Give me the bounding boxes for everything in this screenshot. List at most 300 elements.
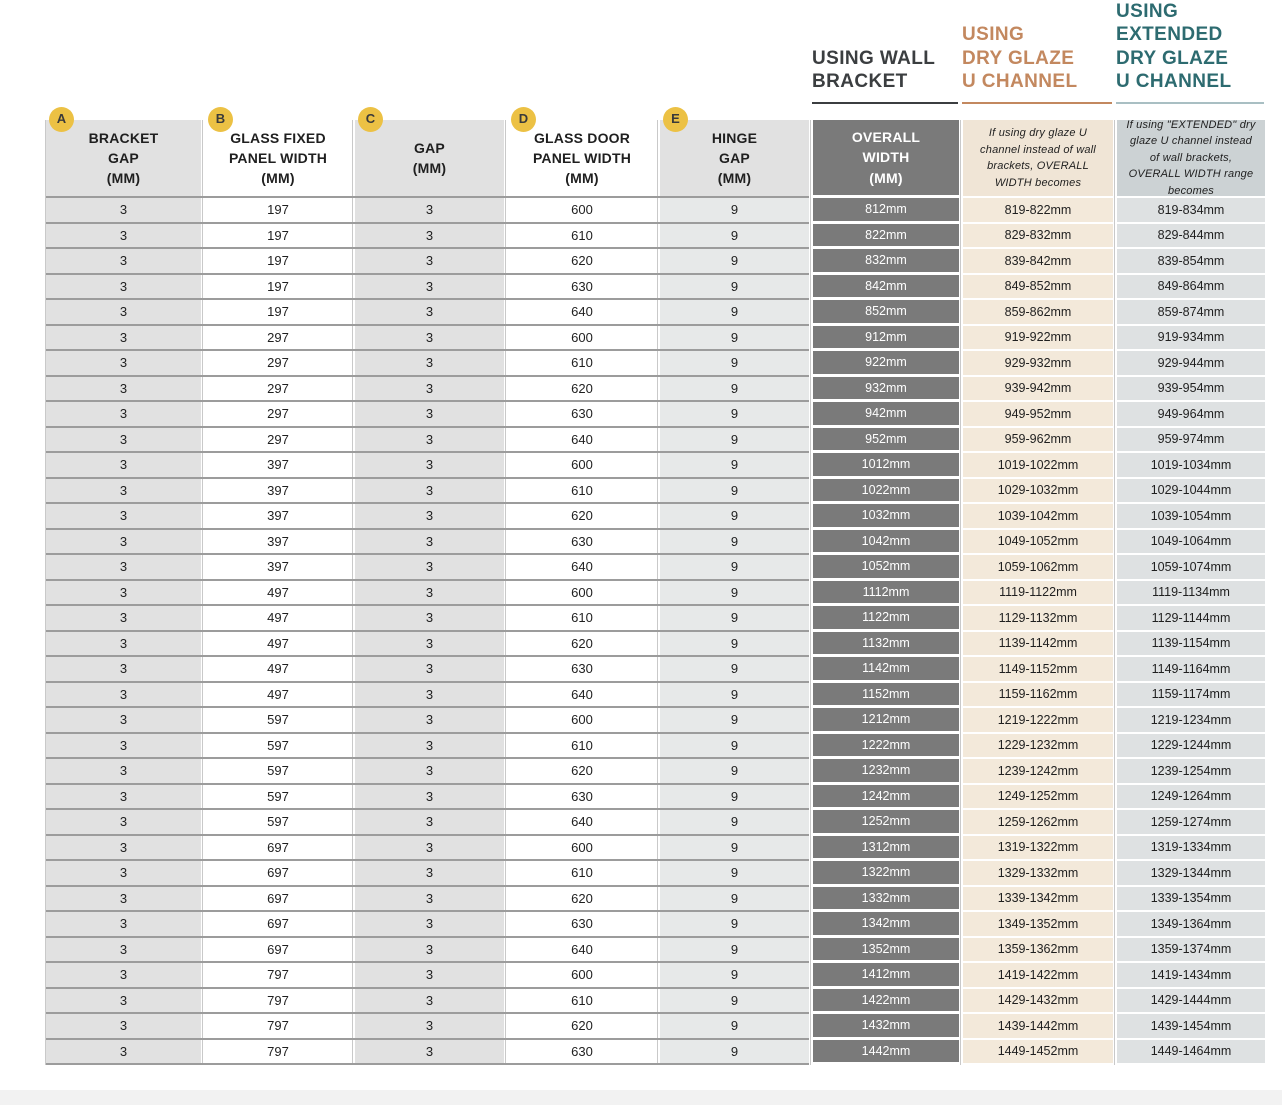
cell-gap: 3 xyxy=(355,912,504,938)
cell-overall-width: 952mm xyxy=(813,428,959,454)
cell-hinge-gap: 9 xyxy=(660,479,809,505)
cell-glass-fixed-panel-width: 497 xyxy=(205,632,351,658)
cell-gap: 3 xyxy=(355,402,504,428)
cell-glass-door-panel-width: 600 xyxy=(508,836,656,862)
cell-hinge-gap: 9 xyxy=(660,810,809,836)
cell-hinge-gap: 9 xyxy=(660,377,809,403)
cell-bracket-gap: 3 xyxy=(46,708,201,734)
cell-hinge-gap: 9 xyxy=(660,581,809,607)
cell-gap: 3 xyxy=(355,504,504,530)
heading-using-wall-bracket xyxy=(812,47,958,104)
cell-extended-dry-glaze-width: 939-954mm xyxy=(1117,377,1265,403)
cell-glass-fixed-panel-width: 497 xyxy=(205,683,351,709)
cell-extended-dry-glaze-width: 829-844mm xyxy=(1117,224,1265,250)
cell-glass-fixed-panel-width: 197 xyxy=(205,249,351,275)
header-line: HINGE xyxy=(711,129,758,146)
cell-overall-width: 1152mm xyxy=(813,683,959,709)
cell-extended-dry-glaze-width: 1439-1454mm xyxy=(1117,1014,1265,1040)
badge-a: A xyxy=(49,107,74,132)
header-line: PANEL WIDTH xyxy=(228,149,328,166)
cell-glass-fixed-panel-width: 597 xyxy=(205,785,351,811)
cell-glass-fixed-panel-width: 397 xyxy=(205,555,351,581)
cell-glass-door-panel-width: 610 xyxy=(508,989,656,1015)
heading-line: USING WALL xyxy=(812,47,936,69)
cell-bracket-gap: 3 xyxy=(46,734,201,760)
cell-dry-glaze-width: 1029-1032mm xyxy=(963,479,1113,505)
cell-glass-door-panel-width: 610 xyxy=(508,351,656,377)
cell-glass-door-panel-width: 620 xyxy=(508,887,656,913)
cell-glass-fixed-panel-width: 297 xyxy=(205,326,351,352)
cell-bracket-gap: 3 xyxy=(46,581,201,607)
heading-line: DRY GLAZE xyxy=(1116,47,1229,69)
cell-overall-width: 832mm xyxy=(813,249,959,275)
cell-glass-fixed-panel-width: 697 xyxy=(205,836,351,862)
cell-dry-glaze-width: 859-862mm xyxy=(963,300,1113,326)
cell-gap: 3 xyxy=(355,683,504,709)
header-line: (MM) xyxy=(412,160,447,176)
cell-glass-door-panel-width: 640 xyxy=(508,300,656,326)
cell-dry-glaze-width: 959-962mm xyxy=(963,428,1113,454)
cell-overall-width: 852mm xyxy=(813,300,959,326)
cell-bracket-gap: 3 xyxy=(46,759,201,785)
cell-bracket-gap: 3 xyxy=(46,326,201,352)
cell-hinge-gap: 9 xyxy=(660,249,809,275)
cell-dry-glaze-width: 1439-1442mm xyxy=(963,1014,1113,1040)
cell-bracket-gap: 3 xyxy=(46,632,201,658)
column-header-hinge-gap xyxy=(660,111,809,198)
cell-bracket-gap: 3 xyxy=(46,989,201,1015)
cell-hinge-gap: 9 xyxy=(660,912,809,938)
cell-overall-width: 1032mm xyxy=(813,504,959,530)
cell-glass-fixed-panel-width: 297 xyxy=(205,402,351,428)
cell-bracket-gap: 3 xyxy=(46,198,201,224)
heading-using-dry-glaze-u-channel xyxy=(962,23,1112,104)
cell-hinge-gap: 9 xyxy=(660,938,809,964)
cell-glass-fixed-panel-width: 697 xyxy=(205,861,351,887)
cell-gap: 3 xyxy=(355,555,504,581)
cell-gap: 3 xyxy=(355,785,504,811)
cell-overall-width: 1252mm xyxy=(813,810,959,836)
cell-glass-door-panel-width: 620 xyxy=(508,377,656,403)
cell-glass-door-panel-width: 630 xyxy=(508,657,656,683)
cell-glass-door-panel-width: 610 xyxy=(508,734,656,760)
cell-dry-glaze-width: 919-922mm xyxy=(963,326,1113,352)
cell-extended-dry-glaze-width: 1419-1434mm xyxy=(1117,963,1265,989)
column-header-overall-width xyxy=(813,120,959,198)
cell-overall-width: 1422mm xyxy=(813,989,959,1015)
cell-glass-door-panel-width: 630 xyxy=(508,912,656,938)
cell-hinge-gap: 9 xyxy=(660,224,809,250)
cell-bracket-gap: 3 xyxy=(46,453,201,479)
cell-gap: 3 xyxy=(355,377,504,403)
cell-dry-glaze-width: 819-822mm xyxy=(963,198,1113,224)
cell-hinge-gap: 9 xyxy=(660,708,809,734)
cell-overall-width: 1212mm xyxy=(813,708,959,734)
cell-dry-glaze-width: 1329-1332mm xyxy=(963,861,1113,887)
cell-glass-door-panel-width: 640 xyxy=(508,428,656,454)
cell-glass-door-panel-width: 610 xyxy=(508,606,656,632)
cell-bracket-gap: 3 xyxy=(46,887,201,913)
cell-bracket-gap: 3 xyxy=(46,479,201,505)
cell-hinge-gap: 9 xyxy=(660,989,809,1015)
cell-glass-fixed-panel-width: 797 xyxy=(205,963,351,989)
cell-overall-width: 812mm xyxy=(813,198,959,224)
cell-hinge-gap: 9 xyxy=(660,683,809,709)
cell-overall-width: 1042mm xyxy=(813,530,959,556)
cell-glass-fixed-panel-width: 297 xyxy=(205,351,351,377)
cell-hinge-gap: 9 xyxy=(660,198,809,224)
cell-overall-width: 1052mm xyxy=(813,555,959,581)
cell-glass-door-panel-width: 620 xyxy=(508,632,656,658)
cell-gap: 3 xyxy=(355,963,504,989)
cell-gap: 3 xyxy=(355,989,504,1015)
cell-glass-fixed-panel-width: 797 xyxy=(205,989,351,1015)
heading-line: U CHANNEL xyxy=(962,70,1078,92)
cell-overall-width: 1112mm xyxy=(813,581,959,607)
cell-glass-fixed-panel-width: 497 xyxy=(205,581,351,607)
cell-dry-glaze-width: 849-852mm xyxy=(963,275,1113,301)
cell-dry-glaze-width: 1119-1122mm xyxy=(963,581,1113,607)
cell-extended-dry-glaze-width: 1119-1134mm xyxy=(1117,581,1265,607)
column-header-glass-fixed-panel-width xyxy=(205,111,351,198)
cell-glass-door-panel-width: 620 xyxy=(508,504,656,530)
cell-hinge-gap: 9 xyxy=(660,836,809,862)
cell-dry-glaze-width: 1249-1252mm xyxy=(963,785,1113,811)
cell-glass-fixed-panel-width: 397 xyxy=(205,479,351,505)
cell-overall-width: 1312mm xyxy=(813,836,959,862)
cell-hinge-gap: 9 xyxy=(660,402,809,428)
cell-glass-fixed-panel-width: 597 xyxy=(205,708,351,734)
cell-extended-dry-glaze-width: 1049-1064mm xyxy=(1117,530,1265,556)
column-header-extended-dry-glaze-note: If using "EXTENDED" dry glaze U channel instead of wall brackets, OVERALL WIDTH range becomes xyxy=(1117,120,1265,198)
cell-gap: 3 xyxy=(355,351,504,377)
cell-dry-glaze-width: 1319-1322mm xyxy=(963,836,1113,862)
cell-gap: 3 xyxy=(355,1014,504,1040)
cell-hinge-gap: 9 xyxy=(660,785,809,811)
header-line: GAP xyxy=(108,149,139,166)
cell-dry-glaze-width: 1159-1162mm xyxy=(963,683,1113,709)
cell-glass-fixed-panel-width: 597 xyxy=(205,759,351,785)
cell-bracket-gap: 3 xyxy=(46,836,201,862)
cell-hinge-gap: 9 xyxy=(660,351,809,377)
cell-glass-fixed-panel-width: 497 xyxy=(205,606,351,632)
column-header-gap xyxy=(355,111,504,198)
cell-dry-glaze-width: 1359-1362mm xyxy=(963,938,1113,964)
cell-overall-width: 1332mm xyxy=(813,887,959,913)
cell-glass-door-panel-width: 630 xyxy=(508,1040,656,1066)
header-line: GLASS DOOR xyxy=(533,129,631,146)
cell-glass-door-panel-width: 640 xyxy=(508,683,656,709)
cell-glass-fixed-panel-width: 697 xyxy=(205,887,351,913)
cell-bracket-gap: 3 xyxy=(46,224,201,250)
cell-hinge-gap: 9 xyxy=(660,632,809,658)
cell-overall-width: 1342mm xyxy=(813,912,959,938)
cell-extended-dry-glaze-width: 1339-1354mm xyxy=(1117,887,1265,913)
cell-gap: 3 xyxy=(355,606,504,632)
column-header-glass-door-panel-width xyxy=(508,111,656,198)
cell-glass-door-panel-width: 600 xyxy=(508,453,656,479)
cell-hinge-gap: 9 xyxy=(660,606,809,632)
cell-glass-fixed-panel-width: 397 xyxy=(205,504,351,530)
cell-extended-dry-glaze-width: 819-834mm xyxy=(1117,198,1265,224)
cell-glass-door-panel-width: 610 xyxy=(508,861,656,887)
cell-overall-width: 842mm xyxy=(813,275,959,301)
cell-dry-glaze-width: 1049-1052mm xyxy=(963,530,1113,556)
cell-gap: 3 xyxy=(355,530,504,556)
cell-overall-width: 1022mm xyxy=(813,479,959,505)
cell-extended-dry-glaze-width: 849-864mm xyxy=(1117,275,1265,301)
cell-bracket-gap: 3 xyxy=(46,810,201,836)
cell-extended-dry-glaze-width: 1019-1034mm xyxy=(1117,453,1265,479)
cell-bracket-gap: 3 xyxy=(46,504,201,530)
cell-overall-width: 1322mm xyxy=(813,861,959,887)
cell-glass-door-panel-width: 620 xyxy=(508,249,656,275)
cell-glass-door-panel-width: 640 xyxy=(508,810,656,836)
heading-line: BRACKET xyxy=(812,70,908,92)
heading-line: DRY GLAZE xyxy=(962,47,1075,69)
header-line: GAP xyxy=(719,149,750,166)
cell-extended-dry-glaze-width: 1319-1334mm xyxy=(1117,836,1265,862)
cell-glass-door-panel-width: 630 xyxy=(508,402,656,428)
cell-overall-width: 1142mm xyxy=(813,657,959,683)
cell-glass-fixed-panel-width: 297 xyxy=(205,377,351,403)
cell-extended-dry-glaze-width: 1059-1074mm xyxy=(1117,555,1265,581)
cell-glass-door-panel-width: 640 xyxy=(508,555,656,581)
cell-dry-glaze-width: 1059-1062mm xyxy=(963,555,1113,581)
cell-overall-width: 1012mm xyxy=(813,453,959,479)
cell-dry-glaze-width: 1139-1142mm xyxy=(963,632,1113,658)
header-line: OVERALL xyxy=(851,129,921,146)
cell-extended-dry-glaze-width: 1329-1344mm xyxy=(1117,861,1265,887)
cell-extended-dry-glaze-width: 1249-1264mm xyxy=(1117,785,1265,811)
header-line: GAP xyxy=(414,139,445,156)
cell-dry-glaze-width: 1339-1342mm xyxy=(963,887,1113,913)
cell-gap: 3 xyxy=(355,224,504,250)
cell-gap: 3 xyxy=(355,198,504,224)
cell-bracket-gap: 3 xyxy=(46,428,201,454)
cell-dry-glaze-width: 1429-1432mm xyxy=(963,989,1113,1015)
cell-overall-width: 932mm xyxy=(813,377,959,403)
cell-hinge-gap: 9 xyxy=(660,963,809,989)
cell-bracket-gap: 3 xyxy=(46,555,201,581)
cell-dry-glaze-width: 1419-1422mm xyxy=(963,963,1113,989)
cell-glass-fixed-panel-width: 797 xyxy=(205,1014,351,1040)
cell-bracket-gap: 3 xyxy=(46,657,201,683)
cell-gap: 3 xyxy=(355,453,504,479)
cell-overall-width: 822mm xyxy=(813,224,959,250)
cell-gap: 3 xyxy=(355,249,504,275)
cell-extended-dry-glaze-width: 1239-1254mm xyxy=(1117,759,1265,785)
badge-d: D xyxy=(511,107,536,132)
cell-glass-door-panel-width: 600 xyxy=(508,326,656,352)
cell-extended-dry-glaze-width: 859-874mm xyxy=(1117,300,1265,326)
cell-overall-width: 1222mm xyxy=(813,734,959,760)
cell-bracket-gap: 3 xyxy=(46,1014,201,1040)
cell-extended-dry-glaze-width: 919-934mm xyxy=(1117,326,1265,352)
cell-dry-glaze-width: 1449-1452mm xyxy=(963,1040,1113,1066)
cell-dry-glaze-width: 829-832mm xyxy=(963,224,1113,250)
cell-dry-glaze-width: 1039-1042mm xyxy=(963,504,1113,530)
header-line: (MM) xyxy=(261,170,295,187)
cell-hinge-gap: 9 xyxy=(660,734,809,760)
cell-gap: 3 xyxy=(355,300,504,326)
cell-bracket-gap: 3 xyxy=(46,785,201,811)
cell-dry-glaze-width: 1239-1242mm xyxy=(963,759,1113,785)
cell-extended-dry-glaze-width: 929-944mm xyxy=(1117,351,1265,377)
cell-extended-dry-glaze-width: 1259-1274mm xyxy=(1117,810,1265,836)
cell-hinge-gap: 9 xyxy=(660,530,809,556)
cell-overall-width: 1432mm xyxy=(813,1014,959,1040)
cell-hinge-gap: 9 xyxy=(660,326,809,352)
overall-width-spec-table xyxy=(45,111,1265,1065)
cell-dry-glaze-width: 1229-1232mm xyxy=(963,734,1113,760)
heading-using-extended-dry-glaze-u-channel xyxy=(1116,0,1264,104)
cell-glass-door-panel-width: 610 xyxy=(508,224,656,250)
cell-hinge-gap: 9 xyxy=(660,759,809,785)
cell-gap: 3 xyxy=(355,759,504,785)
cell-gap: 3 xyxy=(355,632,504,658)
cell-hinge-gap: 9 xyxy=(660,555,809,581)
cell-glass-door-panel-width: 610 xyxy=(508,479,656,505)
cell-extended-dry-glaze-width: 949-964mm xyxy=(1117,402,1265,428)
cell-extended-dry-glaze-width: 839-854mm xyxy=(1117,249,1265,275)
cell-gap: 3 xyxy=(355,428,504,454)
cell-hinge-gap: 9 xyxy=(660,428,809,454)
cell-dry-glaze-width: 1259-1262mm xyxy=(963,810,1113,836)
cell-glass-door-panel-width: 640 xyxy=(508,938,656,964)
cell-bracket-gap: 3 xyxy=(46,938,201,964)
header-line: PANEL WIDTH xyxy=(532,149,632,166)
cell-glass-fixed-panel-width: 297 xyxy=(205,428,351,454)
column-group-headings xyxy=(0,0,1282,104)
cell-glass-fixed-panel-width: 797 xyxy=(205,1040,351,1066)
cell-bracket-gap: 3 xyxy=(46,683,201,709)
cell-extended-dry-glaze-width: 959-974mm xyxy=(1117,428,1265,454)
cell-bracket-gap: 3 xyxy=(46,300,201,326)
cell-overall-width: 942mm xyxy=(813,402,959,428)
cell-glass-door-panel-width: 620 xyxy=(508,759,656,785)
cell-dry-glaze-width: 949-952mm xyxy=(963,402,1113,428)
badge-b: B xyxy=(208,107,233,132)
cell-gap: 3 xyxy=(355,938,504,964)
cell-dry-glaze-width: 1349-1352mm xyxy=(963,912,1113,938)
cell-gap: 3 xyxy=(355,810,504,836)
heading-line: U CHANNEL xyxy=(1116,70,1232,92)
cell-hinge-gap: 9 xyxy=(660,300,809,326)
cell-gap: 3 xyxy=(355,836,504,862)
cell-bracket-gap: 3 xyxy=(46,275,201,301)
cell-glass-fixed-panel-width: 397 xyxy=(205,530,351,556)
cell-glass-fixed-panel-width: 197 xyxy=(205,300,351,326)
header-line: BRACKET xyxy=(88,129,159,146)
cell-dry-glaze-width: 929-932mm xyxy=(963,351,1113,377)
cell-glass-door-panel-width: 630 xyxy=(508,530,656,556)
cell-glass-door-panel-width: 600 xyxy=(508,963,656,989)
heading-line: USING xyxy=(1116,1,1179,23)
cell-overall-width: 1242mm xyxy=(813,785,959,811)
cell-bracket-gap: 3 xyxy=(46,530,201,556)
cell-glass-fixed-panel-width: 597 xyxy=(205,810,351,836)
cell-overall-width: 912mm xyxy=(813,326,959,352)
cell-extended-dry-glaze-width: 1159-1174mm xyxy=(1117,683,1265,709)
cell-glass-fixed-panel-width: 697 xyxy=(205,912,351,938)
cell-hinge-gap: 9 xyxy=(660,887,809,913)
cell-glass-fixed-panel-width: 597 xyxy=(205,734,351,760)
cell-extended-dry-glaze-width: 1039-1054mm xyxy=(1117,504,1265,530)
cell-bracket-gap: 3 xyxy=(46,377,201,403)
cell-bracket-gap: 3 xyxy=(46,249,201,275)
cell-extended-dry-glaze-width: 1219-1234mm xyxy=(1117,708,1265,734)
cell-dry-glaze-width: 1149-1152mm xyxy=(963,657,1113,683)
cell-glass-fixed-panel-width: 197 xyxy=(205,275,351,301)
heading-line: USING xyxy=(962,24,1025,46)
badge-c: C xyxy=(358,107,383,132)
cell-gap: 3 xyxy=(355,1040,504,1066)
cell-overall-width: 1132mm xyxy=(813,632,959,658)
cell-glass-fixed-panel-width: 497 xyxy=(205,657,351,683)
cell-gap: 3 xyxy=(355,479,504,505)
cell-glass-door-panel-width: 600 xyxy=(508,708,656,734)
cell-overall-width: 1442mm xyxy=(813,1040,959,1066)
cell-hinge-gap: 9 xyxy=(660,275,809,301)
cell-overall-width: 1122mm xyxy=(813,606,959,632)
cell-gap: 3 xyxy=(355,861,504,887)
footer-strip xyxy=(0,1090,1282,1105)
cell-extended-dry-glaze-width: 1449-1464mm xyxy=(1117,1040,1265,1066)
heading-line: EXTENDED xyxy=(1116,24,1223,46)
cell-hinge-gap: 9 xyxy=(660,657,809,683)
cell-bracket-gap: 3 xyxy=(46,912,201,938)
column-header-bracket-gap xyxy=(46,111,201,198)
cell-dry-glaze-width: 1219-1222mm xyxy=(963,708,1113,734)
cell-hinge-gap: 9 xyxy=(660,1040,809,1066)
cell-gap: 3 xyxy=(355,275,504,301)
cell-glass-fixed-panel-width: 197 xyxy=(205,198,351,224)
cell-overall-width: 1232mm xyxy=(813,759,959,785)
cell-bracket-gap: 3 xyxy=(46,606,201,632)
cell-glass-fixed-panel-width: 197 xyxy=(205,224,351,250)
cell-overall-width: 1352mm xyxy=(813,938,959,964)
cell-hinge-gap: 9 xyxy=(660,504,809,530)
cell-bracket-gap: 3 xyxy=(46,963,201,989)
cell-glass-door-panel-width: 620 xyxy=(508,1014,656,1040)
cell-hinge-gap: 9 xyxy=(660,861,809,887)
cell-hinge-gap: 9 xyxy=(660,453,809,479)
cell-glass-fixed-panel-width: 397 xyxy=(205,453,351,479)
cell-glass-door-panel-width: 600 xyxy=(508,198,656,224)
cell-glass-door-panel-width: 630 xyxy=(508,785,656,811)
cell-overall-width: 1412mm xyxy=(813,963,959,989)
cell-hinge-gap: 9 xyxy=(660,1014,809,1040)
cell-extended-dry-glaze-width: 1349-1364mm xyxy=(1117,912,1265,938)
cell-gap: 3 xyxy=(355,657,504,683)
cell-dry-glaze-width: 1019-1022mm xyxy=(963,453,1113,479)
cell-gap: 3 xyxy=(355,734,504,760)
cell-glass-fixed-panel-width: 697 xyxy=(205,938,351,964)
cell-dry-glaze-width: 839-842mm xyxy=(963,249,1113,275)
header-line: GLASS FIXED xyxy=(230,129,326,146)
cell-dry-glaze-width: 1129-1132mm xyxy=(963,606,1113,632)
badge-e: E xyxy=(663,107,688,132)
cell-bracket-gap: 3 xyxy=(46,1040,201,1066)
cell-gap: 3 xyxy=(355,708,504,734)
cell-bracket-gap: 3 xyxy=(46,351,201,377)
cell-dry-glaze-width: 939-942mm xyxy=(963,377,1113,403)
cell-extended-dry-glaze-width: 1139-1154mm xyxy=(1117,632,1265,658)
column-header-dry-glaze-note: If using dry glaze U channel instead of wall brackets, OVERALL WIDTH becomes xyxy=(963,120,1113,198)
cell-gap: 3 xyxy=(355,326,504,352)
header-line: (MM) xyxy=(869,169,903,186)
